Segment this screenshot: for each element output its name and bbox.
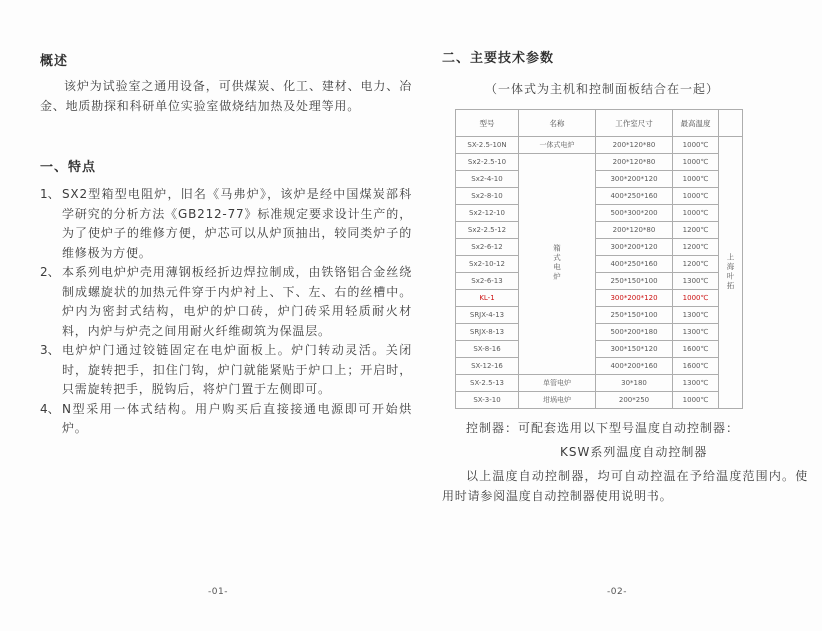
name-cell: [519, 154, 596, 375]
manual-page-1: [40, 0, 412, 631]
chamber-size-cell: [596, 205, 673, 222]
model-cell: [456, 324, 519, 341]
name-cell-text: 一体式电炉: [539, 141, 575, 149]
name-cell: [519, 137, 596, 154]
chamber-size-cell-text: 200*120*80: [612, 158, 656, 166]
chamber-size-cell: [596, 239, 673, 256]
column-header-name: 名称: [519, 110, 596, 137]
table-row: [456, 188, 743, 205]
table-row: [456, 307, 743, 324]
chamber-size-cell: [596, 375, 673, 392]
max-temp-cell-text: 1000℃: [682, 209, 709, 217]
chamber-size-cell-text: 200*250: [618, 396, 650, 404]
max-temp-cell-text: 1300℃: [682, 328, 709, 336]
max-temp-cell: [673, 222, 719, 239]
page-number: -01-: [208, 587, 228, 597]
model-cell-text: SX-3-10: [473, 396, 501, 404]
model-cell: [456, 307, 519, 324]
model-cell-text: SRJX-8-13: [469, 328, 505, 336]
table-row: [456, 137, 743, 154]
model-cell-text: SX-8-16: [473, 345, 501, 353]
max-temp-cell: [673, 256, 719, 273]
chamber-size-cell: [596, 273, 673, 290]
model-cell: [456, 205, 519, 222]
model-cell-text: Sx2-12-10: [469, 209, 505, 217]
max-temp-cell-text: 1000℃: [682, 175, 709, 183]
model-cell-text: KL-1: [479, 294, 495, 302]
model-cell: [456, 256, 519, 273]
feature-number: 4、: [40, 401, 60, 416]
max-temp-cell-text: 1000℃: [682, 396, 709, 404]
name-cell-text: 箱式电炉: [552, 244, 562, 282]
name-cell-text: 坩埚电炉: [543, 396, 571, 404]
model-cell-text: Sx2-8-10: [471, 192, 503, 200]
name-cell: [519, 375, 596, 392]
column-header-chamber-size: 工作室尺寸: [596, 110, 673, 137]
max-temp-cell-text: 1300℃: [682, 277, 709, 285]
max-temp-cell-text: 1300℃: [682, 311, 709, 319]
max-temp-cell: [673, 171, 719, 188]
feature-text: 本系列电炉炉壳用薄钢板经折边焊拉制成，由铁铬铝合金丝绕制成螺旋状的加热元件穿于内炉衬上、下、左、右的丝槽中。炉内为密封式结构，电炉的炉口砖，炉门砖采用轻质耐火材料，内炉与炉壳之间用耐火纤维砌筑为保温层。: [62, 265, 412, 338]
table-row: [456, 341, 743, 358]
controller-note: 以上温度自动控制器，均可自动控温在予给温度范围内。使用时请参阅温度自动控制器使用说明书。: [442, 469, 808, 503]
model-cell-text: SRJX-4-13: [469, 311, 505, 319]
table-row: [456, 171, 743, 188]
model-cell: [456, 137, 519, 154]
feature-number: 3、: [40, 343, 60, 357]
chamber-size-cell-text: 250*150*100: [610, 311, 658, 319]
column-header-brand: [719, 110, 743, 137]
chamber-size-cell-text: 500*200*180: [610, 328, 658, 336]
chamber-size-cell: [596, 358, 673, 375]
model-cell: [456, 273, 519, 290]
model-cell: [456, 239, 519, 256]
name-cell: [519, 392, 596, 409]
table-row: [456, 239, 743, 256]
brand-cell: [719, 137, 743, 409]
chamber-size-cell-text: 30*180: [621, 379, 647, 387]
max-temp-cell: [673, 239, 719, 256]
max-temp-cell-text: 1200℃: [682, 243, 709, 251]
chamber-size-cell: [596, 137, 673, 154]
manual-page-2: [442, 0, 808, 631]
chamber-size-cell: [596, 256, 673, 273]
feature-text: 电炉炉门通过铰链固定在电炉面板上。炉门转动灵活。关闭时，旋转把手，扣住门钩，炉门就能紧贴于炉口上；开启时，只需旋转把手，脱钩后，将炉门置于左侧即可。: [62, 343, 412, 396]
technical-parameters-table: [455, 109, 743, 409]
max-temp-cell: [673, 341, 719, 358]
model-cell-text: Sx2-6-13: [471, 277, 503, 285]
table-row: [456, 290, 743, 307]
table-row: [456, 324, 743, 341]
max-temp-cell-text: 1000℃: [682, 192, 709, 200]
feature-text: N型采用一体式结构。用户购买后直接接通电源即可开始烘炉。: [62, 401, 412, 435]
model-cell-text: Sx2-6-12: [471, 243, 503, 251]
controller-line: 控制器：可配套选用以下型号温度自动控制器：: [466, 421, 740, 435]
chamber-size-cell-text: 300*200*120: [610, 294, 658, 302]
model-cell: [456, 290, 519, 307]
overview-heading: 概述: [40, 54, 69, 69]
table-row: [456, 222, 743, 239]
chamber-size-cell-text: 300*200*120: [610, 175, 658, 183]
max-temp-cell: [673, 358, 719, 375]
chamber-size-cell-text: 200*120*80: [612, 226, 656, 234]
model-cell-text: Sx2-4-10: [471, 175, 503, 183]
chamber-size-cell: [596, 171, 673, 188]
max-temp-cell: [673, 375, 719, 392]
model-cell-text: Sx2-10-12: [469, 260, 505, 268]
max-temp-cell: [673, 273, 719, 290]
page-number: -02-: [607, 587, 627, 597]
feature-number: 2、: [40, 265, 60, 279]
max-temp-cell-text: 1200℃: [682, 260, 709, 268]
chamber-size-cell-text: 400*250*160: [610, 260, 658, 268]
table-row: [456, 358, 743, 375]
table-row: [456, 375, 743, 392]
max-temp-cell: [673, 307, 719, 324]
model-cell-text: SX-2.5-13: [470, 379, 504, 387]
model-cell: [456, 222, 519, 239]
chamber-size-cell-text: 200*120*80: [612, 141, 656, 149]
max-temp-cell-text: 1000℃: [682, 294, 709, 302]
max-temp-cell: [673, 188, 719, 205]
chamber-size-cell: [596, 392, 673, 409]
chamber-size-cell: [596, 324, 673, 341]
features-heading: 一、特点: [40, 160, 97, 175]
chamber-size-cell: [596, 290, 673, 307]
chamber-size-cell-text: 300*150*120: [610, 345, 658, 353]
max-temp-cell: [673, 392, 719, 409]
feature-number: 1、: [40, 187, 60, 201]
name-cell-text: 单管电炉: [543, 379, 571, 387]
model-cell-text: SX-12-16: [471, 362, 503, 370]
model-cell: [456, 392, 519, 409]
table-row: [456, 256, 743, 273]
table-row: [456, 205, 743, 222]
column-header-max-temp: 最高温度: [673, 110, 719, 137]
max-temp-cell-text: 1300℃: [682, 379, 709, 387]
chamber-size-cell-text: 250*150*100: [610, 277, 658, 285]
chamber-size-cell-text: 400*200*160: [610, 362, 658, 370]
model-cell: [456, 188, 519, 205]
table-row: [456, 273, 743, 290]
max-temp-cell: [673, 290, 719, 307]
chamber-size-cell: [596, 154, 673, 171]
model-cell: [456, 358, 519, 375]
model-cell: [456, 154, 519, 171]
model-cell: [456, 375, 519, 392]
parameters-heading: 二、主要技术参数: [442, 51, 555, 66]
chamber-size-cell: [596, 307, 673, 324]
features-list: [40, 185, 412, 439]
chamber-size-cell: [596, 222, 673, 239]
chamber-size-cell-text: 400*250*160: [610, 192, 658, 200]
params-table-body: [456, 137, 743, 409]
model-cell: [456, 341, 519, 358]
table-row: [456, 392, 743, 409]
max-temp-cell-text: 1200℃: [682, 226, 709, 234]
chamber-size-cell-text: 300*200*120: [610, 243, 658, 251]
table-header-row: [456, 110, 743, 137]
table-row: [456, 154, 743, 171]
feature-text: SX2型箱型电阻炉，旧名《马弗炉》，该炉是经中国煤炭部科学研究的分析方法《GB212-77》标准规定要求设计生产的，为了使炉子的维修方便，炉芯可以从炉顶抽出，较同类炉子的维修极为方便。: [62, 187, 412, 260]
feature-item: [40, 341, 412, 400]
controller-model: KSW系列温度自动控制器: [560, 445, 708, 459]
column-header-model: 型号: [456, 110, 519, 137]
chamber-size-cell: [596, 188, 673, 205]
model-cell-text: SX-2.5-10N: [467, 141, 507, 149]
max-temp-cell-text: 1600℃: [682, 362, 709, 370]
brand-cell-text: 上海叶拓: [726, 252, 735, 291]
parameters-subtitle: （一体式为主机和控制面板结合在一起）: [484, 82, 719, 96]
chamber-size-cell-text: 500*300*200: [610, 209, 658, 217]
max-temp-cell: [673, 154, 719, 171]
model-cell: [456, 171, 519, 188]
overview-paragraph: 该炉为试验室之通用设备，可供煤炭、化工、建材、电力、冶金、地质勘探和科研单位实验室做烧结加热及处理等用。: [40, 79, 412, 113]
max-temp-cell-text: 1600℃: [682, 345, 709, 353]
table-header: [456, 110, 743, 137]
max-temp-cell: [673, 137, 719, 154]
model-cell-text: Sx2-2.5-12: [467, 226, 507, 234]
max-temp-cell: [673, 205, 719, 222]
feature-item: [40, 400, 412, 439]
chamber-size-cell: [596, 341, 673, 358]
max-temp-cell: [673, 324, 719, 341]
max-temp-cell-text: 1000℃: [682, 158, 709, 166]
model-cell-text: Sx2-2.5-10: [467, 158, 507, 166]
feature-item: [40, 263, 412, 341]
feature-item: [40, 185, 412, 263]
max-temp-cell-text: 1000℃: [682, 141, 709, 149]
